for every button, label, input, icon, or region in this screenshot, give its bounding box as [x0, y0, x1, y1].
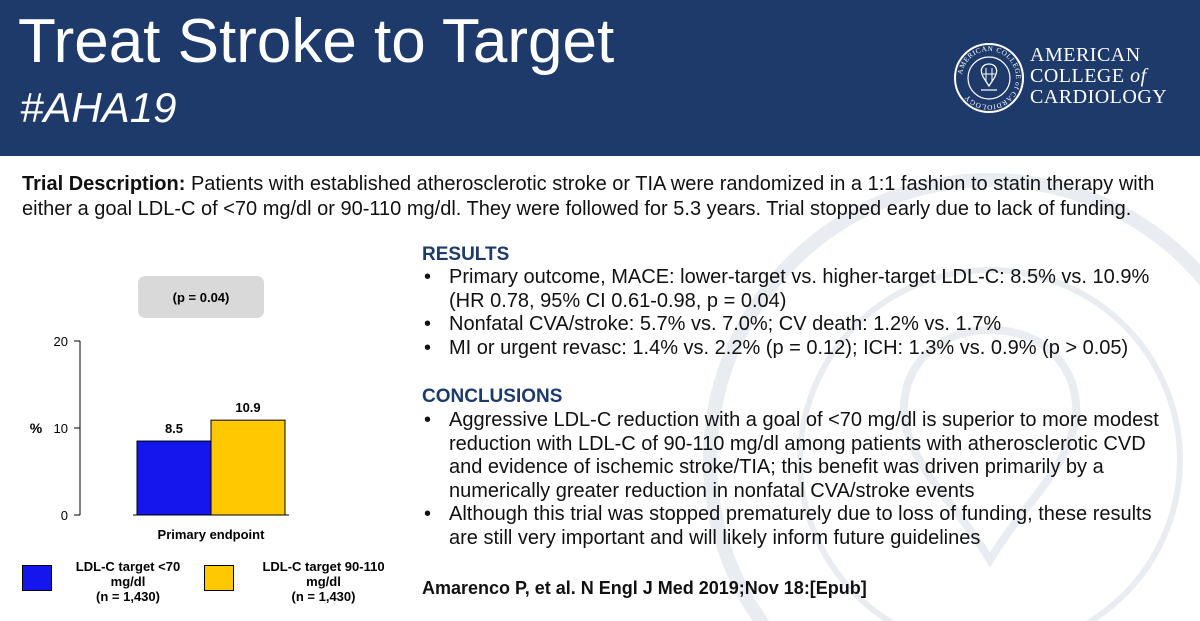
legend-low-line2: mg/dl [110, 574, 146, 589]
bar-data-label: 8.5 [164, 421, 184, 437]
x-category-label: Primary endpoint [157, 527, 265, 542]
conclusions-list [422, 409, 1167, 550]
p-value-box: (p = 0.04) [138, 276, 264, 318]
y-tick-label: 0 [60, 508, 68, 523]
legend-low-line1: LDL-C target <70 [75, 559, 181, 574]
org-line-2 [1030, 66, 1167, 87]
results-list [422, 266, 1182, 360]
seal-watermark-icon [690, 160, 1200, 621]
trial-description-label: Trial Description: [22, 173, 186, 195]
bar-low-target [137, 441, 211, 515]
legend-label-low-target [58, 559, 198, 604]
y-tick-label: 20 [53, 334, 68, 349]
y-tick-label: 10 [53, 421, 68, 436]
legend-high-line1: LDL-C target 90-110 [262, 559, 385, 574]
y-axis-label: % [29, 420, 43, 436]
org-line-2-suffix: of [1130, 65, 1147, 87]
conclusions-heading: CONCLUSIONS [422, 386, 563, 407]
citation: Amarenco P, et al. N Engl J Med 2019;Nov 18:[Epub] [422, 578, 867, 598]
list-item: • Aggressive LDL-C reduction with a goal of <70 mg/dl is superior to more modest reduction with LDL-C of 90-110 mg/dl among patients with atherosclerotic CVD and evidence of ischemic stroke/TIA; this benefit was driven primarily by a numerically greater reduction in nonfatal CVA/stroke events [422, 409, 1167, 503]
list-item: • Primary outcome, MACE: lower-target vs. higher-target LDL-C: 8.5% vs. 10.9% (HR 0.78, 95% CI 0.61-0.98, p = 0.04) [422, 266, 1182, 313]
header-banner [0, 0, 1200, 156]
bar-high-target [211, 420, 285, 515]
acc-seal-icon [953, 42, 1025, 114]
legend-high-line3: (n = 1,430) [291, 589, 356, 604]
svg-text:AMERICAN COLLEGE of CARDIOLOGY: AMERICAN COLLEGE of CARDIOLOGY [956, 44, 1023, 112]
trial-description [22, 172, 1182, 222]
legend-high-line2: mg/dl [306, 574, 341, 589]
list-item: • Although this trial was stopped prematurely due to loss of funding, these results are still very important and will likely inform future guidelines [422, 503, 1167, 550]
legend-swatch-low-target [22, 565, 52, 591]
trial-description-text: Patients with established atherosclerotic stroke or TIA were randomized in a 1:1 fashion to statin therapy with either a goal LDL-C of <70 mg/dl or 90-110 mg/dl. They were followed for 5.3 years. Trial stopped early due to lack of funding. [22, 173, 1155, 220]
legend-swatch-high-target [204, 565, 234, 591]
acc-wordmark [1030, 45, 1167, 108]
legend-low-line3: (n = 1,430) [96, 589, 160, 604]
org-line-1: AMERICAN [1030, 44, 1141, 66]
bar-data-label: 10.9 [235, 400, 261, 416]
results-heading: RESULTS [422, 244, 510, 265]
list-item: • MI or urgent revasc: 1.4% vs. 2.2% (p = 0.12); ICH: 1.3% vs. 0.9% (p > 0.05) [422, 337, 1182, 361]
legend-label-high-target [246, 559, 401, 604]
hashtag: #AHA19 [20, 84, 177, 131]
list-item: • Nonfatal CVA/stroke: 5.7% vs. 7.0%; CV death: 1.2% vs. 1.7% [422, 313, 1182, 337]
org-line-2-prefix: COLLEGE [1030, 65, 1125, 87]
org-line-3: CARDIOLOGY [1030, 86, 1168, 108]
page-title: Treat Stroke to Target [18, 7, 615, 76]
